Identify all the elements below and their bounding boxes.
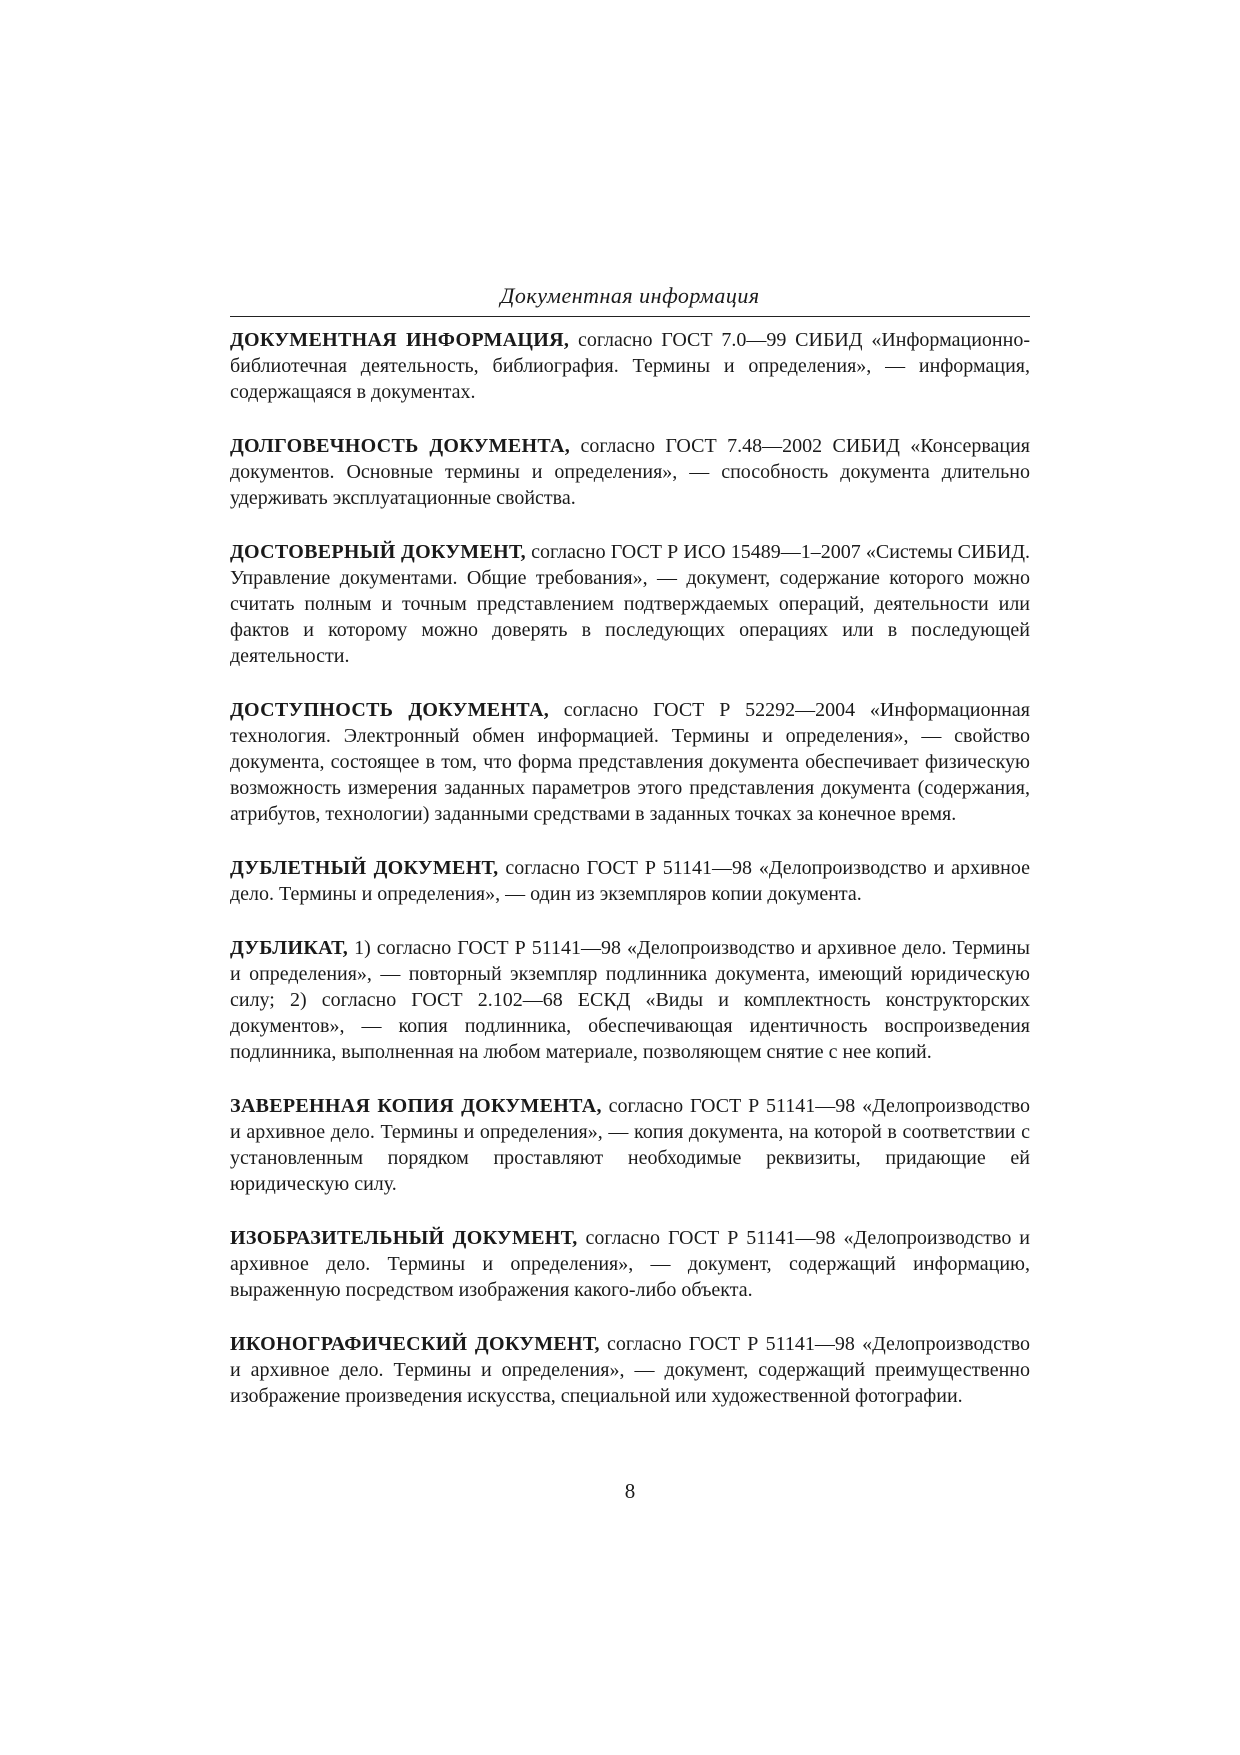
glossary-entry (230, 1225, 1030, 1303)
entry-term: ДОЛГОВЕЧНОСТЬ ДОКУМЕНТА, (230, 435, 571, 457)
entry-definition: согласно ГОСТ Р 51141—98 «Делопроизводство и архивное дело. Термины и определения», — копия документа, на которой в соответствии с установленным порядком проставляют необходимые реквизиты, придающие ей юридическую силу. (230, 1095, 1030, 1195)
glossary-entry (230, 1331, 1030, 1409)
glossary-entry (230, 327, 1030, 405)
glossary-entry (230, 1093, 1030, 1197)
entry-term: ЗАВЕРЕННАЯ КОПИЯ ДОКУМЕНТА, (230, 1095, 602, 1117)
entry-term: ДУБЛЕТНЫЙ ДОКУМЕНТ, (230, 857, 499, 879)
glossary-entry (230, 539, 1030, 669)
entry-term: ДОКУМЕНТНАЯ ИНФОРМАЦИЯ, (230, 329, 570, 351)
page-body (230, 282, 1030, 1437)
entry-term: ДОСТОВЕРНЫЙ ДОКУМЕНТ, (230, 541, 526, 563)
glossary-entry (230, 697, 1030, 827)
entry-term: ИЗОБРАЗИТЕЛЬНЫЙ ДОКУМЕНТ, (230, 1227, 578, 1249)
running-header: Документная информация (230, 282, 1030, 317)
glossary-entry (230, 433, 1030, 511)
entry-term: ИКОНОГРАФИЧЕСКИЙ ДОКУМЕНТ, (230, 1333, 600, 1355)
entry-definition: согласно ГОСТ Р ИСО 15489—1–2007 «Системы СИБИД. Управление документами. Общие требования», — документ, содержание которого можно считать полным и точным представлением подтверждаемых операций, деятельности или фактов и которому можно доверять в последующих операциях или в последующей деятельности. (230, 541, 1030, 667)
entry-definition: согласно ГОСТ 7.0—99 СИБИД «Информационно-библиотечная деятельность, библиография. Термины и определения», — информация, содержащаяся в документах. (230, 329, 1030, 403)
entry-definition: согласно ГОСТ 7.48—2002 СИБИД «Консервация документов. Основные термины и определения», — способность документа длительно удерживать эксплуатационные свойства. (230, 435, 1030, 509)
glossary-entry (230, 855, 1030, 907)
entry-definition: 1) согласно ГОСТ Р 51141—98 «Делопроизводство и архивное дело. Термины и определения», — повторный экземпляр подлинника документа, имеющий юридическую силу; 2) согласно ГОСТ 2.102—68 ЕСКД «Виды и комплектность конструкторских документов», — копия подлинника, обеспечивающая идентичность воспроизведения подлинника, выполненная на любом материале, позволяющем снятие с нее копий. (230, 937, 1030, 1063)
entry-definition: согласно ГОСТ Р 51141—98 «Делопроизводство и архивное дело. Термины и определения», — документ, содержащий информацию, выраженную посредством изображения какого-либо объекта. (230, 1227, 1031, 1301)
page-number: 8 (624, 1479, 636, 1503)
entry-term: ДОСТУПНОСТЬ ДОКУМЕНТА, (230, 699, 549, 721)
entry-definition: согласно ГОСТ Р 52292—2004 «Информационная технология. Электронный обмен информацией. Термины и определения», — свойство документа, состоящее в том, что форма представления документа обеспечивает физическую возможность измерения заданных параметров этого представления документа (содержания, атрибутов, технологии) заданными средствами в заданных точках за конечное время. (230, 699, 1030, 825)
entry-definition: согласно ГОСТ Р 51141—98 «Делопроизводство и архивное дело. Термины и определения», — документ, содержащий преимущественно изображение произведения искусства, специальной или художественной фотографии. (230, 1333, 1030, 1407)
entry-term: ДУБЛИКАТ, (230, 937, 349, 959)
glossary-entry (230, 935, 1030, 1065)
entry-definition: согласно ГОСТ Р 51141—98 «Делопроизводство и архивное дело. Термины и определения», — один из экземпляров копии документа. (230, 857, 1031, 905)
